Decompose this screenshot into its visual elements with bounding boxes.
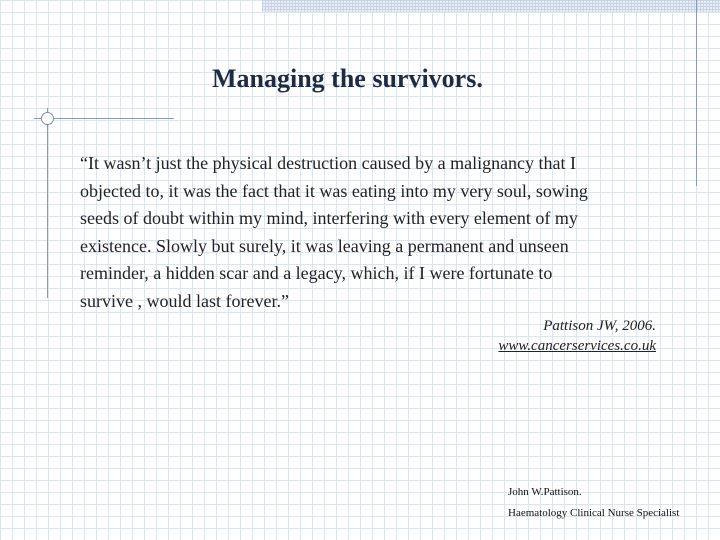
left-vertical-rule (47, 108, 48, 298)
quote-line: existence. Slowly but surely, it was leaving a permanent and unseen (80, 235, 569, 256)
right-vertical-rule (696, 0, 697, 186)
quote-line: seeds of doubt within my mind, interfering with every element of my (80, 208, 578, 228)
author-role: Haematology Clinical Nurse Specialist (508, 507, 680, 519)
citation-url[interactable]: www.cancerservices.co.uk (498, 338, 656, 354)
citation-source: Pattison JW, 2006. (543, 318, 656, 334)
slide-title: Managing the survivors. (212, 64, 483, 93)
circle-marker-icon (41, 112, 54, 125)
quote-line: “It wasn’t just the physical destruction caused by a malignancy that I (80, 153, 577, 173)
author-name: John W.Pattison. (508, 486, 582, 498)
citation (498, 316, 656, 356)
quote-block (80, 150, 660, 315)
quote-line: objected to, it was the fact that it was eating into my very soul, sowing (80, 180, 588, 201)
author-block (508, 482, 679, 524)
quote-line: reminder, a hidden scar and a legacy, which, if I were fortunate to (80, 263, 553, 283)
top-decorative-band (262, 0, 720, 12)
quote-line: survive , would last forever.” (80, 290, 289, 311)
title-underline-rule (34, 118, 174, 119)
